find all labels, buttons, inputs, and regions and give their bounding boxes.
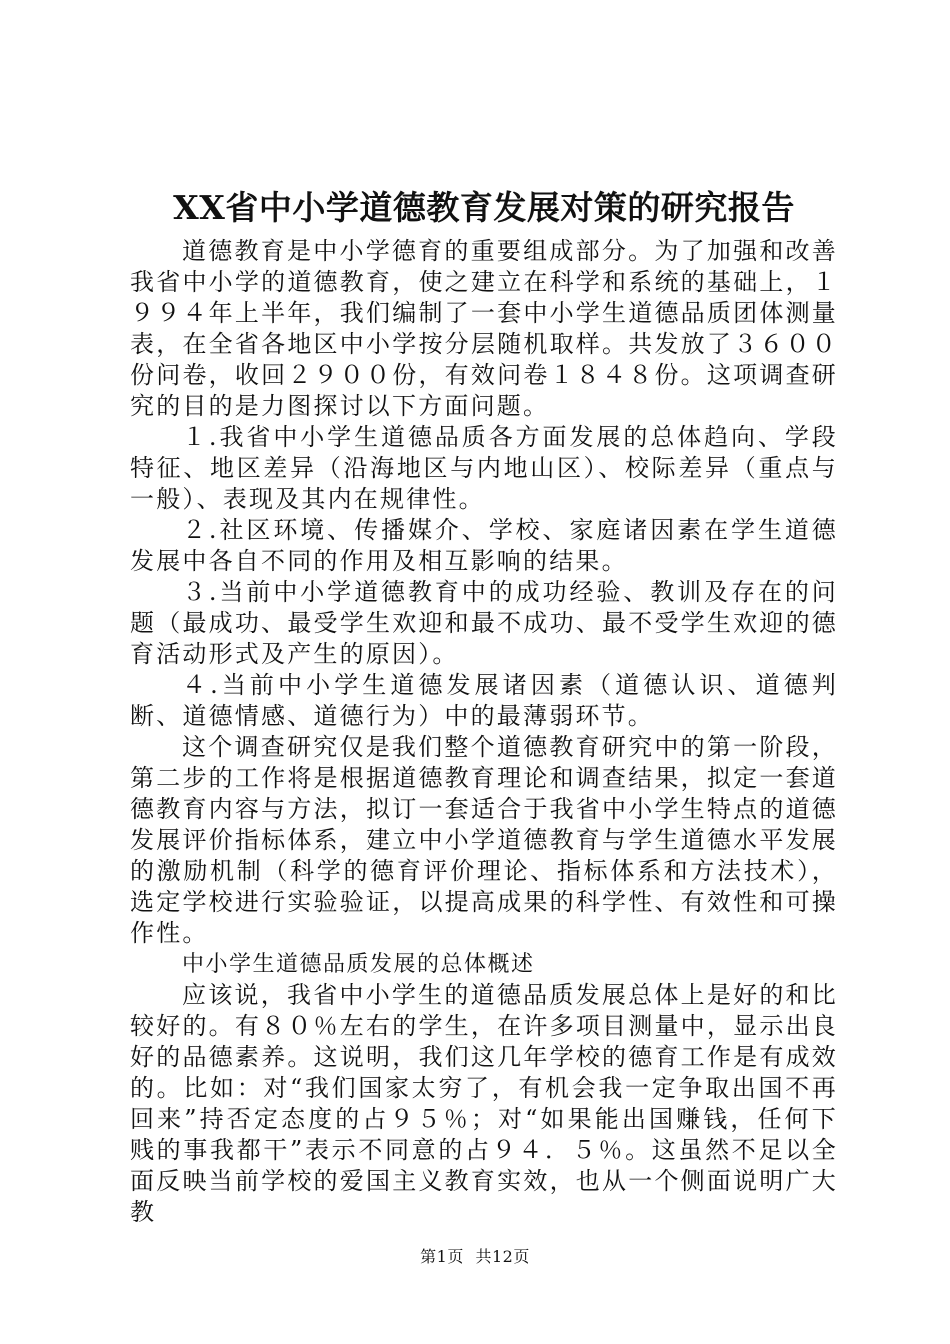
question-item-4: ４.当前中小学生道德发展诸因素（道德认识、道德判断、道德情感、道德行为）中的最薄弱环节。	[130, 671, 838, 730]
intro-paragraph: 道德教育是中小学德育的重要组成部分。为了加强和改善我省中小学的道德教育，使之建立在科学和系统的基础上，１９９４年上半年，我们编制了一套中小学生道德品质团体测量表，在全省各地区中小学按分层随机取样。共发放了３６００份问卷，收回２９００份，有效问卷１８４８份。这项调查研究的目的是力图探讨以下方面问题。	[130, 237, 838, 420]
section-heading: 中小学生道德品质发展的总体概述	[182, 952, 535, 977]
document-title: XX省中小学道德教育发展对策的研究报告	[173, 188, 795, 227]
question-item-3: ３.当前中小学道德教育中的成功经验、教训及存在的问题（最成功、最受学生欢迎和最不成功、最不受学生欢迎的德育活动形式及产生的原因）。	[130, 578, 838, 668]
page-total: 共12页	[475, 1247, 530, 1266]
next-steps-paragraph: 这个调查研究仅是我们整个道德教育研究中的第一阶段，第二步的工作将是根据道德教育理论和调查结果，拟定一套道德教育内容与方法，拟订一套适合于我省中小学生特点的道德发展评价指标体系，建立中小学道德教育与学生道德水平发展的激励机制（科学的德育评价理论、指标体系和方法技术），选定学校进行实验验证，以提高成果的科学性、有效性和可操作性。	[130, 733, 838, 947]
section-paragraph: 应该说，我省中小学生的道德品质发展总体上是好的和比较好的。有８０％左右的学生，在许多项目测量中，显示出良好的品德素养。这说明，我们这几年学校的德育工作是有成效的。比如：对“我们国家太穷了，有机会我一定争取出国不再回来”持否定态度的占９５％；对“如果能出国赚钱，任何下贱的事我都干”表示不同意的占９４．５％。这虽然不足以全面反映当前学校的爱国主义教育实效，也从一个侧面说明广大教	[130, 981, 838, 1226]
page-number: 第1页	[420, 1247, 464, 1266]
question-item-1: １.我省中小学生道德品质各方面发展的总体趋向、学段特征、地区差异（沿海地区与内地山区）、校际差异（重点与一般）、表现及其内在规律性。	[130, 423, 838, 513]
page-footer	[0, 1244, 950, 1267]
question-item-2: ２.社区环境、传播媒介、学校、家庭诸因素在学生道德发展中各自不同的作用及相互影响的结果。	[130, 516, 838, 575]
